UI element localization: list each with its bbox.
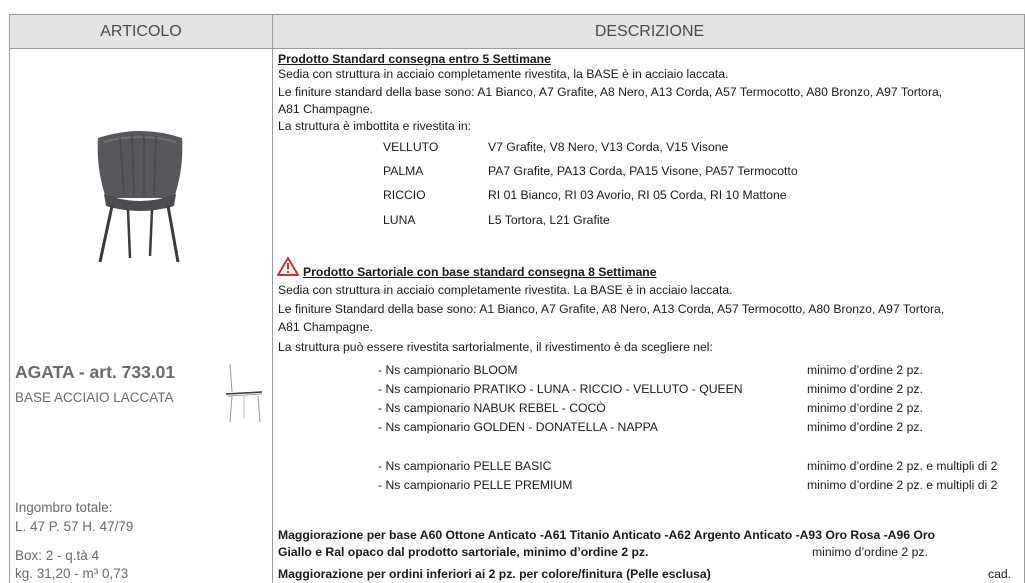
fabric-values: PA7 Grafite, PA13 Corda, PA15 Visone, PA57 Termocotto [488,164,798,178]
chair-image [90,124,190,266]
header-articolo [9,14,272,49]
article-title: AGATA - art. 733.01 [15,362,176,382]
standard-line3: A81 Champagne. [278,102,373,116]
sartoriale-heading: Prodotto Sartoriale con base standard consegna 8 Settimane [303,265,657,279]
ingombro-label: Ingombro totale: [15,500,113,515]
dimensions: L. 47 P. 57 H. 47/79 [15,519,134,534]
campionario-name: - Ns campionario PRATIKO - LUNA - RICCIO - VELLUTO - QUEEN [378,382,743,396]
maggiorazione-line2-min: minimo d’ordine 2 pz. [812,545,928,559]
table-divider [272,14,273,583]
standard-heading: Prodotto Standard consegna entro 5 Settimane [278,52,551,66]
campionario-name: - Ns campionario PELLE BASIC [378,459,552,473]
sartoriale-line4: La struttura può essere rivestita sartorialmente, il rivestimento è da scegliere nel: [278,340,713,354]
standard-line1: Sedia con struttura in acciaio completamente rivestita, la BASE è in acciaio laccata. [278,67,729,81]
header-descrizione-label: DESCRIZIONE [594,23,705,40]
maggiorazione-line3: Maggiorazione per ordini inferiori ai 2 pz. per colore/finitura (Pelle esclusa) [278,567,711,581]
sartoriale-line2: Le finiture Standard della base sono: A1 Bianco, A7 Grafite, A8 Nero, A13 Corda, A57 Termocotto, A80 Bronzo, A97 Tortora, [278,302,945,316]
fabric-name: RICCIO [383,188,426,202]
weight-info: kg. 31,20 - m³ 0,73 [15,566,129,581]
fabric-name: VELLUTO [383,140,439,154]
campionario-name: - Ns campionario BLOOM [378,363,518,377]
fabric-name: LUNA [383,213,416,227]
fabric-values: RI 01 Bianco, RI 03 Avorio, RI 05 Corda, RI 10 Mattone [488,188,787,202]
standard-line2: Le finiture standard della base sono: A1 Bianco, A7 Grafite, A8 Nero, A13 Corda, A57 Termocotto, A80 Bronzo, A97 Tortora, [278,85,943,99]
header-articolo-label: ARTICOLO [100,23,182,40]
warning-icon [277,257,299,276]
campionario-min: minimo d’ordine 2 pz. [807,382,923,396]
box-info: Box: 2 - q.tà 4 [15,548,100,563]
article-subtitle: BASE ACCIAIO LACCATA [15,390,174,405]
chair-line-drawing-icon [222,362,266,426]
campionario-min: minimo d’ordine 2 pz. [807,420,923,434]
standard-line4: La struttura è imbottita e rivestita in: [278,119,472,133]
maggiorazione-line1: Maggiorazione per base A60 Ottone Anticato -A61 Titanio Anticato -A62 Argento Anticato -A93 Oro Rosa -A96 Oro [278,528,936,542]
campionario-name: - Ns campionario NABUK REBEL - COCÒ [378,401,606,415]
table-border-left [9,14,10,583]
fabric-name: PALMA [383,164,424,178]
sartoriale-line1: Sedia con struttura in acciaio completamente rivestita. La BASE è in acciaio laccata. [278,283,733,297]
header-descrizione [272,14,1025,49]
campionario-min: minimo d’ordine 2 pz. [807,363,923,377]
campionario-name: - Ns campionario GOLDEN - DONATELLA - NAPPA [378,420,658,434]
campionario-min: minimo d’ordine 2 pz. [807,401,923,415]
sartoriale-line3: A81 Champagne. [278,320,373,334]
campionario-min: minimo d’ordine 2 pz. e multipli di 2 [807,478,998,492]
fabric-values: L5 Tortora, L21 Grafite [488,213,610,227]
maggiorazione-line2: Giallo e Ral opaco dal prodotto sartoriale, minimo d’ordine 2 pz. [278,545,649,559]
fabric-values: V7 Grafite, V8 Nero, V13 Corda, V15 Visone [488,140,729,154]
campionario-min: minimo d’ordine 2 pz. e multipli di 2 [807,459,998,473]
maggiorazione-line3-unit: cad. [988,567,1012,581]
campionario-name: - Ns campionario PELLE PREMIUM [378,478,573,492]
